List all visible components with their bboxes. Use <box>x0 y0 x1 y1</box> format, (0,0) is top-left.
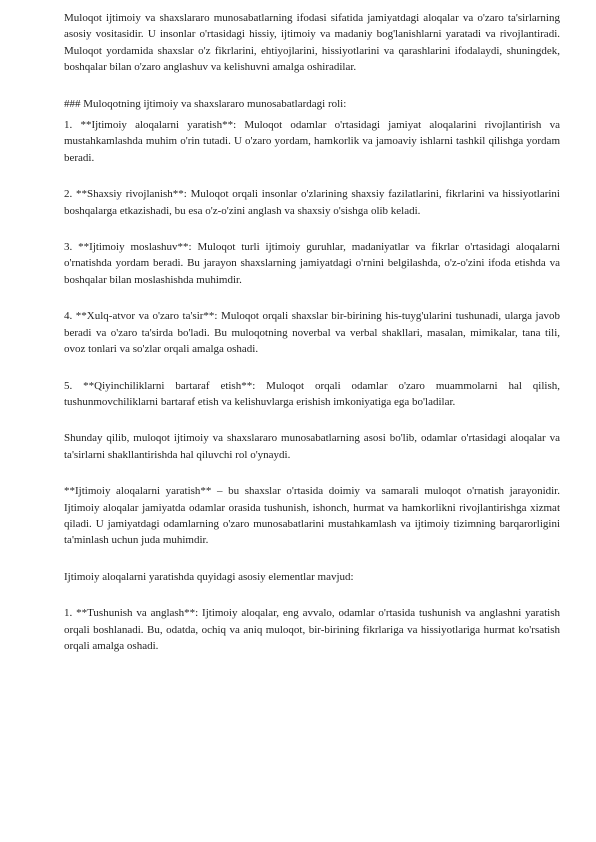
document-page <box>64 10 560 654</box>
list-item-5: 5. **Qiyinchiliklarni bartaraf etish**: Muloqot orqali odamlar o'zaro muammolarni hal qilish, tushunmovchiliklarni bartaraf etish va kelishuvlarga erishish imkoniyatiga ega bo'ladilar. <box>64 379 560 408</box>
element-item-1: 1. **Tushunish va anglash**: Ijtimoiy aloqalar, eng avvalo, odamlar o'rtasida tushunish va anglashni yaratish orqali boshlanadi. Bu, odatda, ochiq va aniq muloqot, bir-birining fikrlariga va hissiyotlariga hurmat ko'rsatish orqali amalga oshadi. <box>64 607 560 652</box>
conclusion-paragraph: Shunday qilib, muloqot ijtimoiy va shaxslararo munosabatlarning asosi bo'lib, odamlar o'rtasidagi aloqalar va ta'sirlarni shakllantirishda hal qiluvchi rol o'ynaydi. <box>64 432 560 461</box>
section-heading: ### Muloqotning ijtimoiy va shaxslararo munosabatlardagi roli: <box>64 97 347 110</box>
list-item-1: 1. **Ijtimoiy aloqalarni yaratish**: Muloqot odamlar o'rtasidagi jamiyat aloqalarini rivojlantirish va mustahkamlashda muhim o'rin tutadi. U o'zaro yordam, hamkorlik va jamoaviy ishlarni tashkil qilishga yordam beradi. <box>64 119 560 164</box>
elements-intro: Ijtimoiy aloqalarni yaratishda quyidagi asosiy elementlar mavjud: <box>64 570 354 583</box>
definition-paragraph: **Ijtimoiy aloqalarni yaratish** – bu shaxslar o'rtasida doimiy va samarali muloqot o'rnatish jarayonidir. Ijtimoiy aloqalar jamiyatda odamlar orasida tushunish, ishonch, hurmat va hamkorlikni rivojlantirishga xizmat qiladi. U jamiyatdagi odamlarning o'zaro munosabatlarini mustahkamlash va ijtimoiy tizimning barqarorligini ta'minlash uchun juda muhimdir. <box>64 485 560 547</box>
list-item-4: 4. **Xulq-atvor va o'zaro ta'sir**: Muloqot orqali shaxslar bir-birining his-tuyg'ularini tushunadi, ularga javob beradi va o'zaro ta'sirda bo'ladi. Bu muloqotning noverbal va verbal shakllari, masalan, mimikalar, tana tili, ovoz tonlari va so'zlar orqali amalga oshadi. <box>64 310 560 356</box>
list-item-2: 2. **Shaxsiy rivojlanish**: Muloqot orqali insonlar o'zlarining shaxsiy fazilatlarini, fikrlarini va hissiyotlarini boshqalarga etkazishadi, bu esa o'z-o'zini anglash va shaxsiy o'sishga olib keladi. <box>64 188 560 217</box>
intro-paragraph: Muloqot ijtimoiy va shaxslararo munosabatlarning ifodasi sifatida jamiyatdagi aloqalar va o'zaro ta'sirlarning asosiy vositasidir. U insonlar o'rtasidagi hissiy, ijtimoiy va madaniy bog'lanishlarni yaratadi va rivojlantiradi. Muloqot yordamida shaxslar o'z fikrlarini, ehtiyojlarini, hissiyotlarini va qarashlarini ifodalaydi, shuningdek, boshqalar bilan o'zaro anglashuv va kelishuvni amalga oshiradilar. <box>64 12 560 74</box>
list-item-3: 3. **Ijtimoiy moslashuv**: Muloqot turli ijtimoiy guruhlar, madaniyatlar va fikrlar o'rtasidagi aloqalarni o'rnatishda yordam beradi. Bu jarayon shaxslarning jamiyatdagi o'rnini belgilashda, o'z-o'zini ifoda etishda va boshqalar bilan moslashishda muhimdir. <box>64 241 560 286</box>
